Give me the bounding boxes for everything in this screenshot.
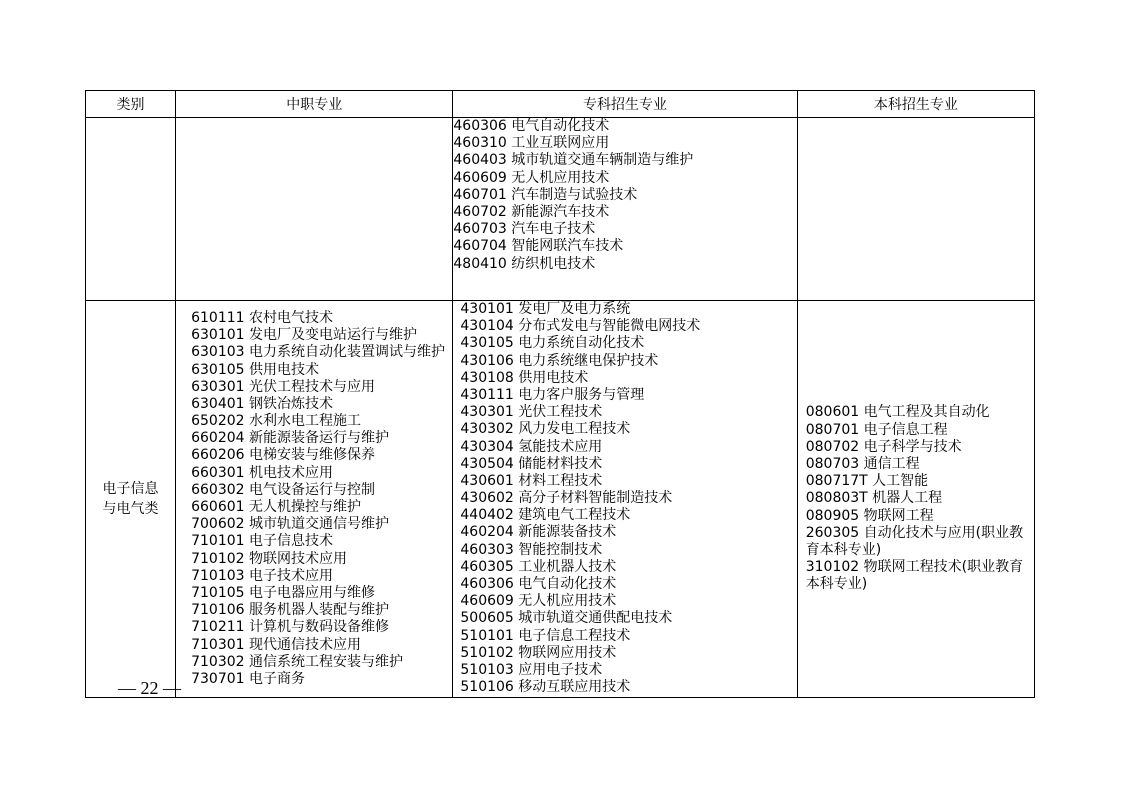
major-item: 660302 电气设备运行与控制	[191, 481, 375, 498]
major-item: 460306 电气自动化技术	[460, 576, 617, 592]
major-item: 460703 汽车电子技术	[453, 221, 596, 238]
major-item: 080803T 机器人工程	[805, 490, 943, 507]
table-header-row	[86, 91, 1035, 118]
major-item: 430106 电力系统继电保护技术	[460, 352, 659, 369]
table-row	[86, 118, 1035, 301]
major-item: 460701 汽车制造与试验技术	[453, 186, 638, 203]
major-item: 510101 电子信息工程技术	[460, 627, 631, 644]
major-item: 480410 纺织机电技术	[453, 255, 596, 272]
major-item: 700602 城市轨道交通信号维护	[191, 516, 389, 533]
major-item: 710106 服务机器人装配与维护	[191, 602, 389, 619]
higher-vocational-major-cell	[453, 301, 797, 698]
major-item: 630301 光伏工程技术与应用	[191, 378, 375, 395]
major-item: 630103 电力系统自动化装置调试与维护	[191, 344, 445, 361]
major-item: 430111 电力客户服务与管理	[460, 386, 645, 403]
major-item: 430104 分布式发电与智能微电网技术	[460, 318, 701, 335]
major-item: 630105 供用电技术	[191, 361, 319, 378]
major-list	[453, 118, 796, 273]
header-higher-vocational-major: 专科招生专业	[453, 91, 797, 118]
major-item: 660204 新能源装备运行与维护	[191, 430, 389, 447]
major-item: 080701 电子信息工程	[805, 421, 948, 438]
major-item: 430601 材料工程技术	[460, 472, 603, 489]
major-item: 630101 发电厂及变电站运行与维护	[191, 327, 417, 344]
table-row	[86, 301, 1035, 698]
major-item: 660206 电梯安装与维修保养	[191, 447, 375, 464]
major-item: 710105 电子电器应用与维修	[191, 584, 375, 601]
major-item: 510102 物联网应用技术	[460, 644, 617, 661]
header-undergraduate-major: 本科招生专业	[797, 91, 1034, 118]
major-item: 610111 农村电气技术	[191, 309, 333, 326]
major-item: 650202 水利水电工程施工	[191, 413, 361, 430]
major-item: 660301 机电技术应用	[191, 464, 333, 481]
major-item: 460609 无人机应用技术	[453, 169, 610, 186]
category-cell	[86, 301, 176, 698]
major-item: 080601 电气工程及其自动化	[805, 404, 990, 421]
undergraduate-major-cell	[797, 118, 1034, 301]
category-label-line1: 电子信息	[102, 481, 159, 497]
major-item: 460306 电气自动化技术	[453, 118, 610, 134]
major-item: 430504 储能材料技术	[460, 455, 603, 472]
major-item: 460204 新能源装备技术	[460, 524, 617, 541]
major-item: 710102 物联网技术应用	[191, 550, 347, 567]
major-item: 430302 风力发电工程技术	[460, 421, 631, 438]
major-list	[460, 301, 796, 696]
major-item: 710301 现代通信技术应用	[191, 636, 361, 653]
major-item: 430101 发电厂及电力系统	[460, 301, 631, 317]
major-item: 660601 无人机操控与维护	[191, 499, 361, 515]
secondary-major-cell	[176, 301, 453, 698]
major-item: 310102 物联网工程技术(职业教育本科专业)	[805, 559, 1024, 593]
undergraduate-major-cell	[797, 301, 1034, 698]
major-item: 460310 工业互联网应用	[453, 135, 610, 152]
major-item: 710211 计算机与数码设备维修	[191, 619, 389, 636]
page-number: — 22 —	[118, 678, 181, 698]
header-category: 类别	[86, 91, 176, 118]
major-item: 460609 无人机应用技术	[460, 593, 617, 610]
major-list	[806, 404, 1034, 593]
major-item: 430304 氢能技术应用	[460, 438, 603, 455]
major-item: 430105 电力系统自动化技术	[460, 335, 645, 352]
major-item: 630401 钢铁冶炼技术	[191, 395, 333, 412]
major-item: 430602 高分子材料智能制造技术	[460, 490, 673, 507]
major-item: 460702 新能源汽车技术	[453, 203, 610, 220]
major-item: 510106 移动互联应用技术	[460, 679, 631, 696]
major-item: 430108 供用电技术	[460, 369, 589, 386]
major-item: 510103 应用电子技术	[460, 661, 603, 678]
major-item: 500605 城市轨道交通供配电技术	[460, 610, 673, 627]
major-catalog-table	[85, 90, 1035, 698]
major-item: 080702 电子科学与技术	[805, 438, 962, 455]
major-item: 710103 电子技术应用	[191, 567, 333, 584]
higher-vocational-major-cell	[453, 118, 797, 301]
major-item: 080905 物联网工程	[805, 507, 934, 524]
major-item: 440402 建筑电气工程技术	[460, 507, 631, 524]
category-label-line2: 与电气类	[102, 501, 159, 517]
category-cell	[86, 118, 176, 301]
major-item: 460305 工业机器人技术	[460, 558, 617, 575]
major-item: 460403 城市轨道交通车辆制造与维护	[453, 152, 694, 169]
major-item: 710302 通信系统工程安装与维护	[191, 653, 403, 670]
secondary-major-cell	[176, 118, 453, 301]
major-item: 460303 智能控制技术	[460, 541, 603, 558]
major-item: 080717T 人工智能	[805, 473, 929, 490]
header-secondary-major: 中职专业	[176, 91, 453, 118]
major-item: 080703 通信工程	[805, 455, 920, 472]
major-item: 710101 电子信息技术	[191, 533, 333, 550]
major-item: 460704 智能网联汽车技术	[453, 238, 624, 255]
major-item: 730701 电子商务	[191, 670, 305, 687]
major-list	[191, 310, 452, 688]
major-item: 260305 自动化技术与应用(职业教育本科专业)	[805, 524, 1024, 558]
major-item: 430301 光伏工程技术	[460, 404, 603, 421]
